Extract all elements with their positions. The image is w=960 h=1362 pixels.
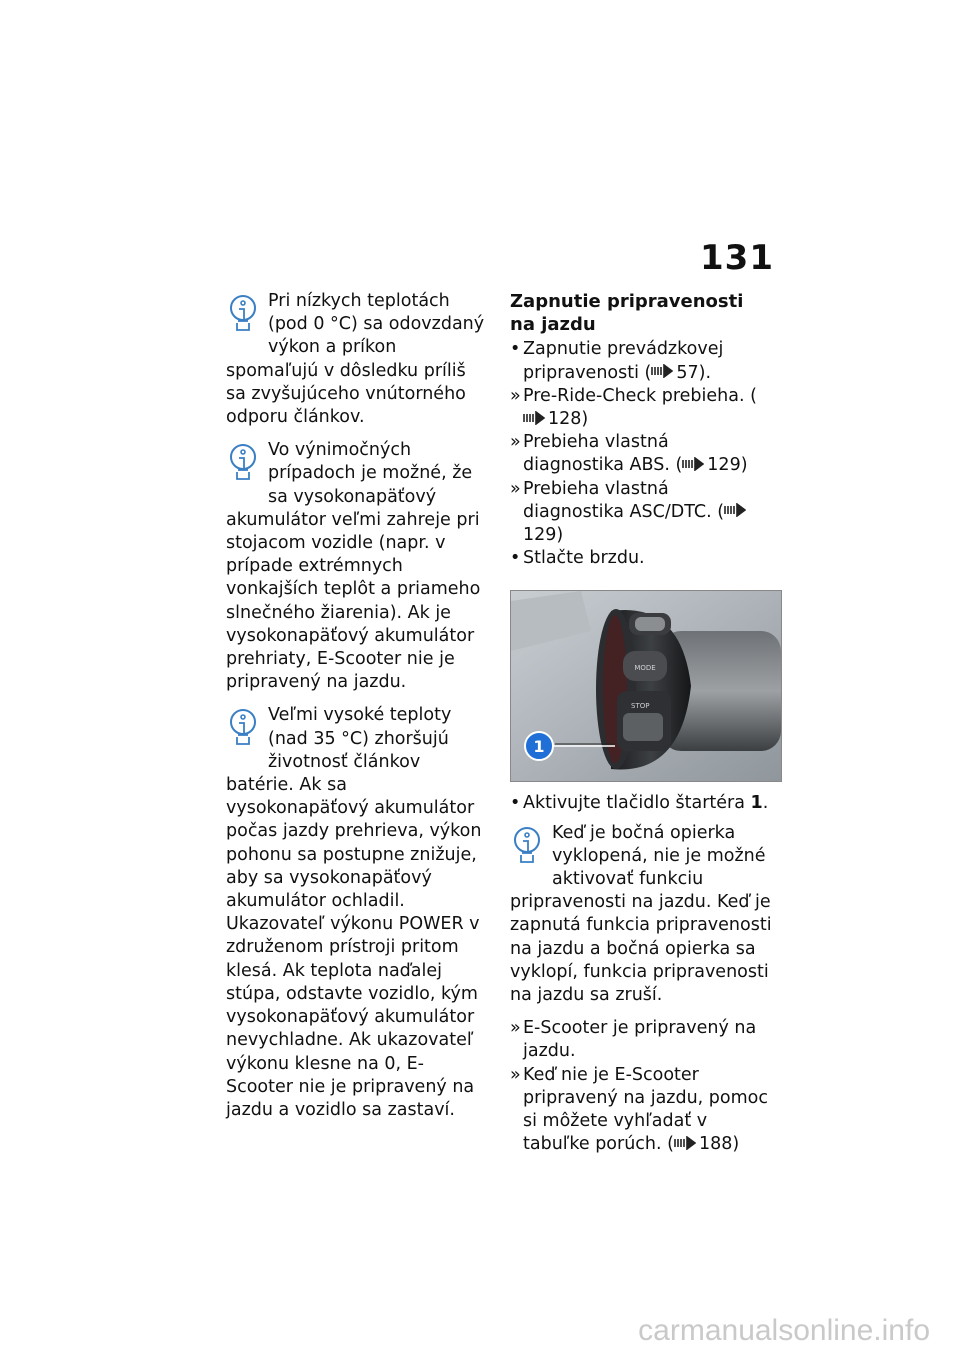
page-reference[interactable]: 128 bbox=[548, 409, 582, 430]
callout-reference: 1 bbox=[750, 793, 763, 814]
list-marker: • bbox=[510, 339, 521, 360]
page-reference[interactable]: 57 bbox=[676, 362, 699, 383]
info-icon bbox=[510, 826, 544, 872]
page-reference-arrow-icon bbox=[682, 457, 704, 471]
list-marker: » bbox=[510, 432, 521, 453]
list-marker: » bbox=[510, 385, 521, 406]
page-reference-arrow-icon bbox=[651, 364, 673, 378]
note-text: Pri nízkych teplotách (pod 0 °C) sa odovzdaný výkon a príkon spomaľujú v dôsledku príliš sa zvyšujúceho vnútorného odporu článkov. bbox=[226, 291, 485, 428]
list-marker: » bbox=[510, 478, 521, 499]
handlebar-switch-illustration bbox=[511, 591, 781, 781]
page-number: 131 bbox=[700, 238, 774, 278]
step-text: Stlačte brzdu. bbox=[523, 548, 645, 569]
list-item bbox=[510, 385, 772, 431]
info-icon bbox=[226, 443, 260, 489]
list-item bbox=[510, 431, 772, 477]
callout-label: 1 bbox=[533, 737, 545, 757]
note-text: Vo výnimočných prípadoch je možné, že sa vysokonapäťový akumulátor veľmi zahreje pri stojacom vozidle (napr. v prípade extrémnych vonkajších teplôt a priameho slnečného žiarenia). Ak je vysokonapäťový akumulátor prehriaty, E-Scooter nie je pripravený na jazdu. bbox=[226, 440, 481, 693]
step-text: Aktivujte tlačidlo štartéra bbox=[523, 793, 751, 814]
result-tail: ) bbox=[732, 1134, 740, 1155]
info-note bbox=[226, 290, 490, 429]
right-column bbox=[510, 290, 772, 1156]
page-reference[interactable]: 188 bbox=[698, 1134, 733, 1155]
left-column bbox=[226, 290, 490, 1132]
list-marker: • bbox=[510, 548, 521, 569]
result-text: Keď nie je E-Scooter pripravený na jazdu, pomoc si môžete vyhľadať v tabuľke porúch. ( bbox=[523, 1064, 768, 1155]
page-reference-arrow-icon bbox=[523, 411, 545, 425]
page-reference[interactable]: 129 bbox=[707, 455, 741, 476]
step-text: Prebieha vlastná diagnostika ABS. ( bbox=[523, 432, 683, 476]
step-tail: ). bbox=[698, 362, 712, 383]
list-marker: • bbox=[510, 793, 521, 814]
info-icon bbox=[226, 708, 260, 754]
list-item bbox=[510, 1064, 772, 1157]
list-marker: » bbox=[510, 1018, 521, 1039]
step-tail: ) bbox=[581, 409, 589, 430]
page-reference-arrow-icon bbox=[674, 1136, 696, 1150]
step-text: Zapnutie prevádzkovej pripravenosti ( bbox=[523, 339, 724, 383]
step-tail: ) bbox=[740, 455, 748, 476]
list-item bbox=[510, 1017, 772, 1063]
step-tail: ) bbox=[556, 525, 564, 546]
step-list bbox=[510, 338, 772, 570]
info-note bbox=[510, 822, 772, 1008]
page-reference[interactable]: 129 bbox=[523, 525, 557, 546]
step-tail: . bbox=[762, 793, 769, 814]
list-item bbox=[510, 547, 772, 570]
handlebar-switch-photo bbox=[510, 590, 782, 782]
section-heading: Zapnutie pripravenosti na jazdu bbox=[510, 291, 744, 336]
stop-button-label: STOP bbox=[631, 702, 650, 711]
mode-button-label: MODE bbox=[634, 664, 656, 673]
info-note bbox=[226, 704, 490, 1122]
step-text: Pre-Ride-Check prebieha. ( bbox=[523, 385, 757, 406]
list-item bbox=[510, 792, 772, 815]
page-reference-arrow-icon bbox=[724, 503, 746, 517]
list-item bbox=[510, 338, 772, 384]
result-list bbox=[510, 1017, 772, 1156]
step-text: Prebieha vlastná diagnostika ASC/DTC. ( bbox=[523, 478, 725, 522]
result-text: E-Scooter je pripravený na jazdu. bbox=[523, 1018, 757, 1062]
info-note bbox=[226, 439, 490, 694]
list-item bbox=[510, 478, 772, 548]
info-icon bbox=[226, 294, 260, 340]
list-marker: » bbox=[510, 1064, 521, 1085]
note-text: Veľmi vysoké teploty (nad 35 °C) zhoršujú životnosť článkov batérie. Ak sa vysokonapäťový akumulátor počas jazdy prehrieva, výkon pohonu sa postupne znižuje, aby sa vysokonapäťový akumulátor ochladil. Ukazovateľ výkonu POWER v združenom prístroji pritom klesá. Ak teplota naďalej stúpa, odstavte vozidlo, kým vysokonapäťový akumulátor nevychladne. Ak ukazovateľ výkonu klesne na 0, E-Scooter nie je pripravený na jazdu a vozidlo sa zastaví. bbox=[226, 705, 482, 1120]
note-text: Keď je bočná opierka vyklopená, nie je možné aktivovať funkciu pripravenosti na jazdu. Keď je zapnutá funkcia pripravenosti na jazdu a bočná opierka sa vyklopí, funkcia pripravenosti na jazdu sa zruší. bbox=[510, 822, 772, 1006]
step-list bbox=[510, 792, 772, 815]
watermark-url[interactable]: carmanualsonline.info bbox=[638, 1314, 930, 1347]
